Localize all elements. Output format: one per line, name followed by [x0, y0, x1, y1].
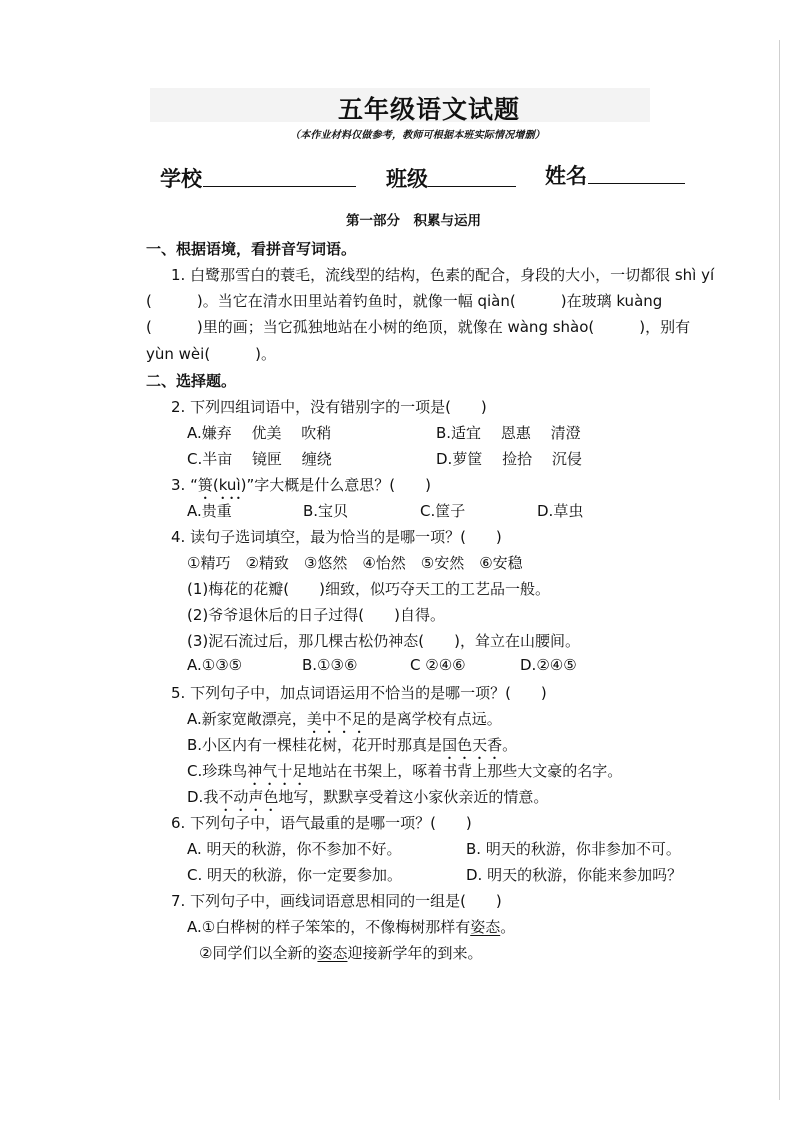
- q6-option-b: B. 明天的秋游，你非参加不可。: [466, 840, 681, 858]
- page-title: 五年级语文试题: [338, 95, 521, 124]
- q5-a-pre: A.新家宽敞漂亮，: [187, 710, 307, 728]
- q6-option-c: C. 明天的秋游，你一定要参加。: [187, 866, 403, 884]
- q6-option-d: D. 明天的秋游，你能来参加吗？: [466, 866, 683, 884]
- q3-stem-char: 篑(kuì): [197, 476, 247, 494]
- q4-stem: 4. 读句子选词填空，最为恰当的是哪一项？( ): [171, 528, 502, 546]
- q7-a1-post: 。: [500, 918, 516, 936]
- q4-option-c: C ②④⑥: [410, 656, 466, 674]
- name-blank[interactable]: [588, 183, 685, 184]
- q2-option-b: B.适宜 恩惠 清澄: [436, 424, 581, 442]
- q4-word-bank: ①精巧 ②精致 ③悠然 ④怡然 ⑤安然 ⑥安稳: [187, 554, 523, 572]
- q2-stem: 2. 下列四组词语中，没有错别字的一项是( ): [171, 398, 487, 416]
- q5-c-pre: C.珍珠鸟: [187, 762, 248, 780]
- school-blank[interactable]: [203, 186, 356, 187]
- school-label: 学校: [160, 167, 202, 191]
- q6-stem: 6. 下列句子中，语气最重的是哪一项？( ): [171, 814, 472, 832]
- q7-a1-underlined: 姿态: [470, 918, 501, 936]
- q3-stem-post: ”字大概是什么意思？( ): [246, 476, 431, 494]
- q5-option-b: [187, 734, 517, 763]
- q5-d-dotted: 不动声色: [218, 788, 279, 806]
- q7-a2-pre: ②同学们以全新的: [199, 944, 318, 962]
- q5-a-post: 的是离学校有点远。: [366, 710, 502, 728]
- name-label: 姓名: [545, 164, 587, 188]
- q4-sentence-3: (3)泥石流过后，那几棵古松仍神态( )，耸立在山腰间。: [187, 632, 580, 650]
- q5-a-dotted: 美中不足: [306, 710, 367, 728]
- section2-heading: 二、选择题。: [146, 372, 237, 390]
- q5-b-dotted: 国色天香: [442, 736, 503, 754]
- q3-stem-pre: 3. “: [171, 476, 198, 494]
- q7-option-a-1: [187, 916, 515, 937]
- q5-b-pre: B.小区内有一棵桂花树，花开时那真是: [187, 736, 443, 754]
- q4-sentence-1: (1)梅花的花瓣( )细致，似巧夺天工的工艺品一般。: [187, 580, 550, 598]
- q1-line-3: ( )里的画；当它孤独地站在小树的绝顶，就像在 wàng shào( )，别有: [146, 318, 691, 336]
- q1-line-1: 1. 白鹭那雪白的蓑毛，流线型的结构，色素的配合，身段的大小，一切都很 shì yí: [171, 266, 715, 284]
- q7-stem: 7. 下列句子中，画线词语意思相同的一组是( ): [171, 892, 502, 910]
- q4-sentence-2: (2)爷爷退休后的日子过得( )自得。: [187, 606, 445, 624]
- q4-option-b: B.①③⑥: [302, 656, 358, 674]
- q5-c-post: 地站在书架上，啄着书背上那些大文豪的名字。: [307, 762, 623, 780]
- q1-line-2: ( )。当它在清水田里站着钓鱼时，就像一幅 qiàn( )在玻璃 kuàng: [146, 292, 663, 310]
- q3-option-b: B.宝贝: [303, 502, 349, 520]
- q3-option-d: D.草虫: [537, 502, 584, 520]
- q5-d-pre: D.我: [187, 788, 219, 806]
- q7-option-a-2: [199, 942, 482, 963]
- q3-option-c: C.筐子: [420, 502, 466, 520]
- class-blank[interactable]: [428, 186, 516, 187]
- q7-a2-post: 迎接新学年的到来。: [347, 944, 483, 962]
- q4-option-d: D.②④⑤: [520, 656, 577, 674]
- section1-heading: 一、根据语境，看拼音写词语。: [146, 240, 357, 258]
- q4-option-a: A.①③⑤: [187, 656, 243, 674]
- teacher-note: （本作业材料仅做参考，教师可根据本班实际情况增删）: [290, 130, 545, 141]
- part-title: 第一部分 积累与运用: [346, 213, 481, 229]
- q3-stem: [171, 474, 431, 503]
- q5-c-dotted: 神气十足: [247, 762, 308, 780]
- q5-d-post: 地写，默默享受着这小家伙亲近的情意。: [278, 788, 549, 806]
- q2-option-a: A.嫌弃 优美 吹稍: [187, 424, 332, 442]
- scan-edge-line: [779, 40, 780, 1100]
- q5-option-a: [187, 708, 502, 737]
- q5-stem: 5. 下列句子中，加点词语运用不恰当的是哪一项？( ): [171, 684, 547, 702]
- q5-option-d: [187, 786, 548, 815]
- q5-option-c: [187, 760, 622, 789]
- q2-option-d: D.萝筐 捡拾 沉侵: [436, 450, 582, 468]
- q6-option-a: A. 明天的秋游，你不参加不好。: [187, 840, 402, 858]
- q1-line-4: yùn wèi( )。: [146, 345, 277, 363]
- class-label: 班级: [386, 167, 428, 191]
- q3-option-a: A.贵重: [187, 502, 232, 520]
- q7-a1-pre: A.①白桦树的样子笨笨的，不像梅树那样有: [187, 918, 471, 936]
- q7-a2-underlined: 姿态: [317, 944, 348, 962]
- q5-b-post: 。: [502, 736, 518, 754]
- q2-option-c: C.半亩 镜匣 缠绕: [187, 450, 332, 468]
